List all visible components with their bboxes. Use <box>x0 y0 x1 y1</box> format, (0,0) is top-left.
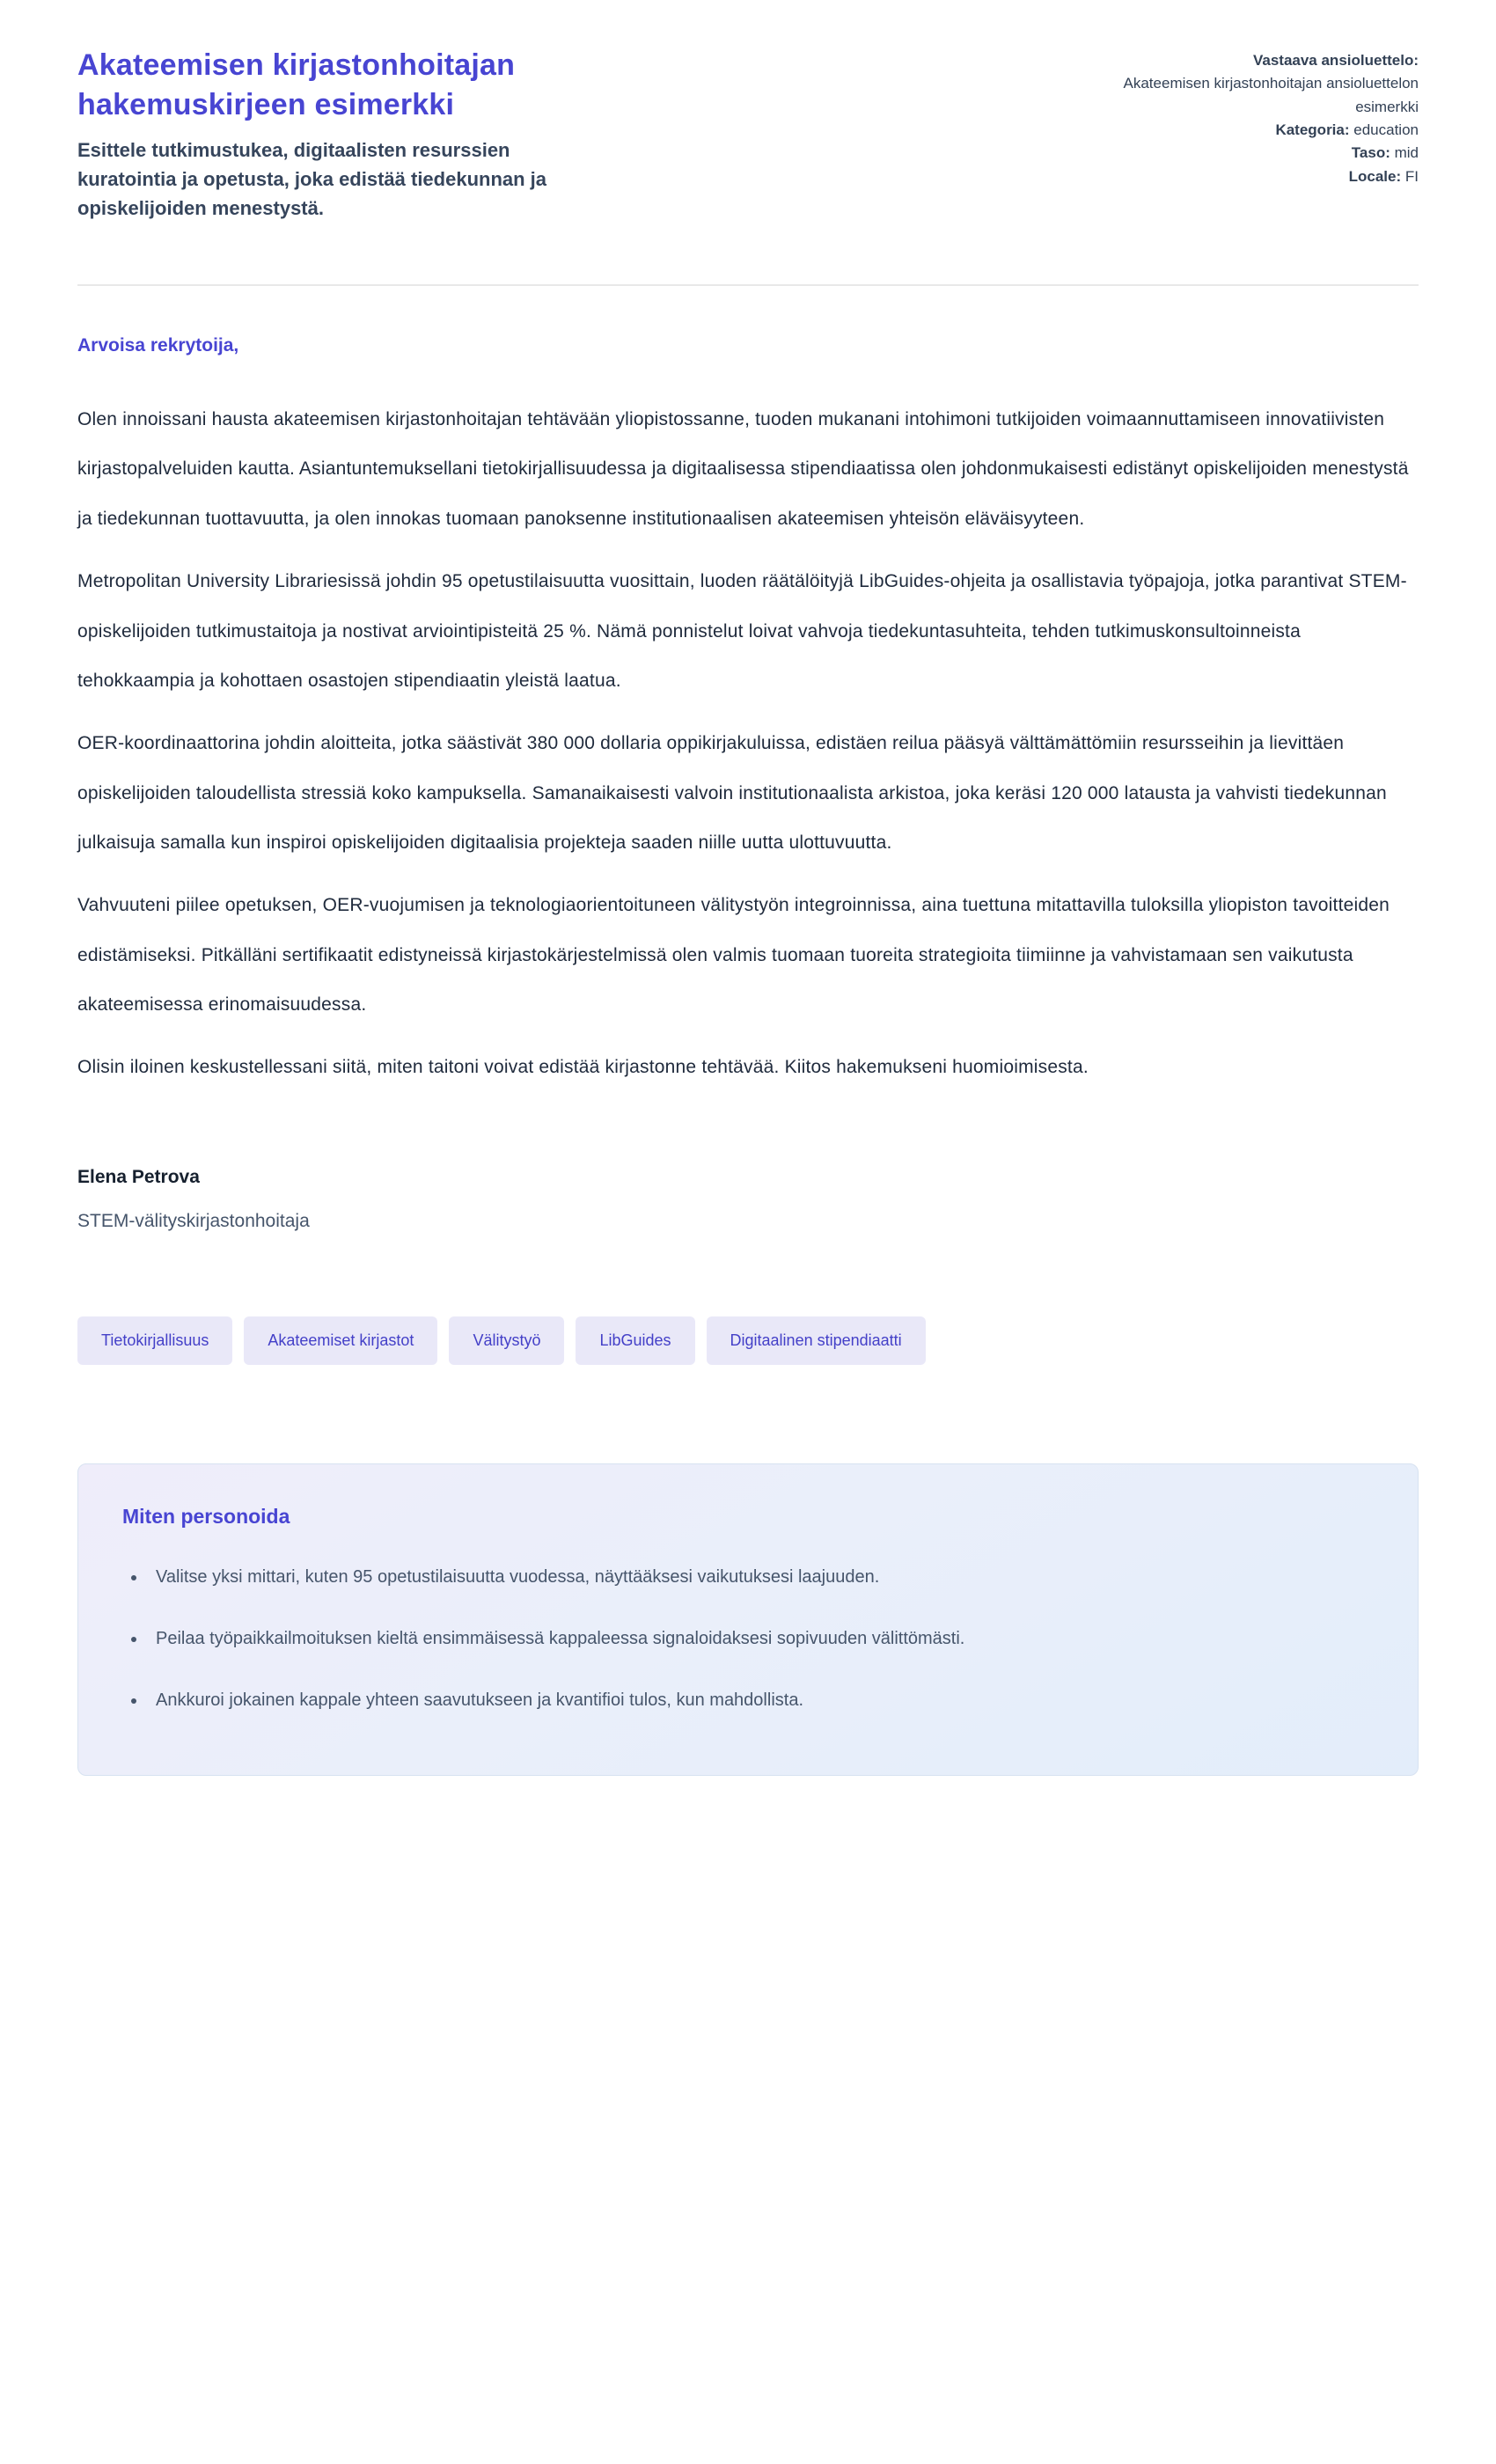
meta-category-value: education <box>1353 121 1419 139</box>
meta-level-label: Taso: <box>1351 144 1390 162</box>
tag-list <box>77 1316 1419 1365</box>
tag-chip[interactable]: Akateemiset kirjastot <box>244 1316 437 1365</box>
letter-greeting: Arvoisa rekrytoija, <box>77 334 239 356</box>
tag-chip[interactable]: Tietokirjallisuus <box>77 1316 232 1365</box>
tag-chip[interactable]: LibGuides <box>576 1316 694 1365</box>
letter-body <box>77 286 1419 1232</box>
tips-list <box>122 1553 1374 1724</box>
meta-matching-resume <box>1084 49 1419 119</box>
personalization-tips-box <box>77 1463 1419 1776</box>
signature-name: Elena Petrova <box>77 1166 200 1187</box>
tag-chip[interactable]: Digitaalinen stipendiaatti <box>707 1316 926 1365</box>
tip-item: • Valitse yksi mittari, kuten 95 opetustilaisuutta vuodessa, näyttääksesi vaikutuksesi laajuuden. <box>147 1553 1374 1601</box>
page-subtitle: Esittele tutkimustukea, digitaalisten resurssien kuratointia ja opetusta, joka edistää tiedekunnan ja opiskelijoiden menestystä. <box>77 138 547 219</box>
header-title-block <box>77 46 623 223</box>
meta-level <box>1084 142 1419 165</box>
letter-paragraph: Metropolitan University Librariesissä johdin 95 opetustilaisuutta vuosittain, luoden räätälöityjä LibGuides-ohjeita ja osallistavia työpajoja, jotka parantivat STEM-opiskelijoiden tutkimustaitoja ja nostivat arviointipisteitä 25 %. Nämä ponnistelut loivat vahvoja tiedekuntasuhteita, tehden tutkimuskonsultoinneista tehokkaampia ja kohottaen osastojen stipendiaatin yleistä laatua. <box>77 570 1407 692</box>
meta-resume-value: Akateemisen kirjastonhoitajan ansioluettelon esimerkki <box>1123 75 1419 115</box>
tip-item: • Peilaa työpaikkailmoituksen kieltä ensimmäisessä kappaleessa signaloidaksesi sopivuuden välittömästi. <box>147 1615 1374 1662</box>
tips-title: Miten personoida <box>122 1504 290 1528</box>
page-header <box>77 0 1419 223</box>
page-title: Akateemisen kirjastonhoitajan hakemuskirjeen esimerkki <box>77 48 516 121</box>
meta-panel <box>1084 46 1419 188</box>
meta-category-label: Kategoria: <box>1275 121 1350 139</box>
letter-paragraph: Olen innoissani hausta akateemisen kirjastonhoitajan tehtävään yliopistossanne, tuoden mukanani intohimoni tutkijoiden voimaannuttamiseen innovatiivisten kirjastopalveluiden kautta. Asiantuntemuksellani tietokirjallisuudessa ja digitaalisessa stipendiaatissa olen johdonmukaisesti edistänyt opiskelijoiden menestystä ja tiedekunnan tuottavuutta, ja olen innokas tuomaan panoksenne institutionaalisen akateemisen yhteisön eläväisyyteen. <box>77 408 1409 530</box>
tip-item: • Ankkuroi jokainen kappale yhteen saavutukseen ja kvantifioi tulos, kun mahdollista. <box>147 1676 1374 1724</box>
meta-level-value: mid <box>1394 144 1419 162</box>
meta-category <box>1084 119 1419 142</box>
tag-chip[interactable]: Välitystyö <box>449 1316 564 1365</box>
meta-locale <box>1084 165 1419 188</box>
letter-paragraph: Olisin iloinen keskustellessani siitä, miten taitoni voivat edistää kirjastonne tehtävää. Kiitos hakemukseni huomioimisesta. <box>77 1057 1089 1077</box>
meta-resume-label: Vastaava ansioluettelo: <box>1252 52 1419 69</box>
meta-locale-label: Locale: <box>1348 167 1402 185</box>
signature-block <box>77 1167 1419 1232</box>
meta-locale-value: FI <box>1404 167 1419 185</box>
letter-paragraph: OER-koordinaattorina johdin aloitteita, jotka säästivät 380 000 dollaria oppikirjakuluissa, edistäen reilua pääsyä välttämättömiin resursseihin ja lievittäen opiskelijoiden taloudellista stressiä koko kampuksella. Samanaikaisesti valvoin institutionaalista arkistoa, joka keräsi 120 000 latausta ja vahvisti tiedekunnan julkaisuja samalla kun inspiroi opiskelijoiden digitaalisia projekteja saaden niille uutta ulottuvuutta. <box>77 732 1387 854</box>
signature-role: STEM-välityskirjastonhoitaja <box>77 1210 310 1231</box>
letter-paragraph: Vahvuuteni piilee opetuksen, OER-vuojumisen ja teknologiaorientoituneen välitystyön integroinnissa, aina tuettuna mitattavilla tuloksilla yliopiston tavoitteiden edistämiseksi. Pitkälläni sertifikaatit edistyneissä kirjastokärjestelmissä olen valmis tuomaan tuoreita strategioita tiimiinne ja vahvistamaan sen vaikutusta akateemisessa erinomaisuudessa. <box>77 894 1390 1016</box>
